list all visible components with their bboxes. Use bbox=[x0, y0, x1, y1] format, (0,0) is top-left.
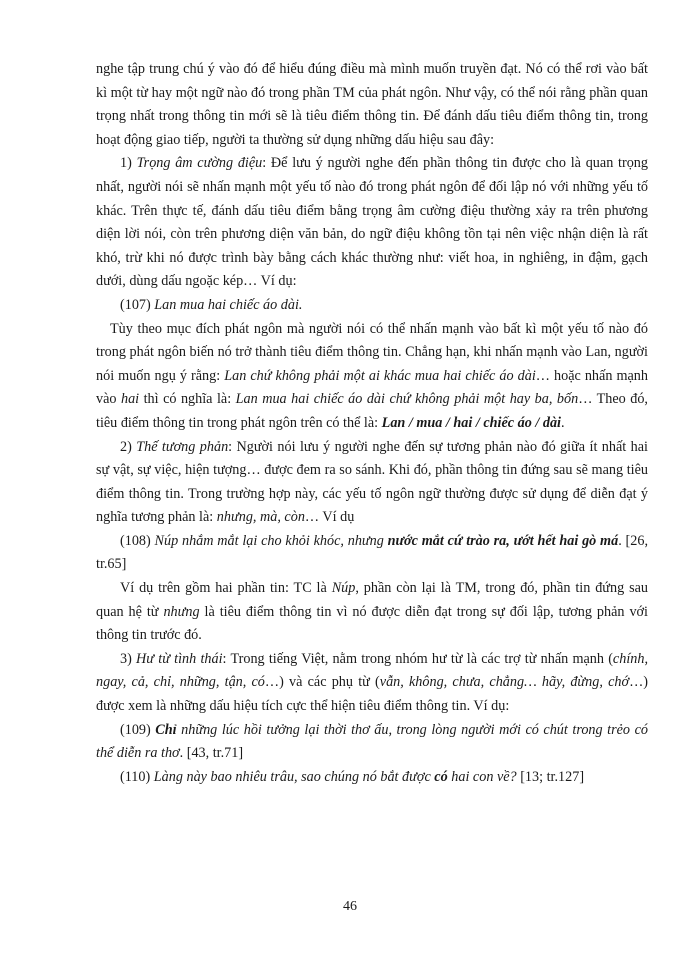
text-run: nhưng bbox=[163, 603, 200, 620]
text-run: . [26, tr.65] bbox=[96, 532, 648, 573]
paragraph-b8 bbox=[96, 648, 648, 719]
text-run: Núp bbox=[331, 580, 356, 597]
text-run: Trọng âm cường điệu bbox=[136, 155, 263, 172]
text-run: là tiêu điểm thông tin vì nó được diễn đạt trong sự đối lập, tương phản với thông tin trước đó. bbox=[96, 603, 648, 644]
text-run: [13; tr.127] bbox=[516, 768, 585, 785]
text-run: : Người nói lưu ý người nghe đến sự tương phản nào đó giữa ít nhất hai sự vật, sự việc, hiện tượng… được đem ra so sánh. Khi đó, phần thông tin đứng sau sẽ mang tiêu điểm thông tin. Trong trường hợp này, các yếu tố ngôn ngữ thường được sử dụng để diễn đạt ý nghĩa tương phản là: bbox=[96, 438, 648, 526]
text-run: chính, ngay, cả, chỉ, những, tận, có bbox=[96, 650, 648, 691]
text-run: Làng này bao nhiêu trâu, sao chúng nó bắt được bbox=[153, 768, 435, 785]
text-run: Lan / mua / hai / chiếc áo / dài bbox=[381, 414, 561, 431]
text-run: Lan mua hai chiếc áo dài chứ không phải một hay ba, bốn bbox=[235, 391, 579, 408]
text-run: : Trong tiếng Việt, nằm trong nhóm hư từ là các trợ từ nhấn mạnh ( bbox=[222, 650, 613, 667]
text-run: (107) bbox=[120, 296, 155, 313]
text-run: những lúc hồi tưởng lại thời thơ ấu, trong lòng người mới có chút trong trẻo có thể diễn ra thơ bbox=[96, 721, 648, 762]
paragraph-b10 bbox=[96, 766, 648, 790]
paragraph-b3 bbox=[96, 294, 648, 318]
text-run: Thế tương phản bbox=[136, 438, 229, 455]
text-run: , phần còn lại là TM, trong đó, phần tin đứng sau quan hệ từ bbox=[96, 580, 648, 620]
text-run: có bbox=[434, 768, 448, 785]
text-run: (110) bbox=[120, 768, 154, 785]
paragraph-b9 bbox=[96, 719, 648, 766]
text-run: . [43, tr.71] bbox=[179, 745, 244, 762]
paragraph-b1 bbox=[96, 58, 648, 152]
text-run: …) được xem là những dấu hiệu tích cực thể hiện tiêu điểm thông tin. Ví dụ: bbox=[96, 674, 648, 715]
text-run: 3) bbox=[120, 650, 137, 667]
page-number: 46 bbox=[343, 899, 357, 914]
text-run: vẫn, không, chưa, chẳng… hãy, đừng, chớ bbox=[379, 674, 630, 691]
text-run: 2) bbox=[120, 438, 137, 455]
text-run: 1) bbox=[120, 155, 137, 172]
text-run: Lan chứ không phải một ai khác mua hai chiếc áo dài bbox=[224, 367, 536, 384]
text-run: hai bbox=[120, 391, 140, 408]
paragraph-b5 bbox=[96, 436, 648, 530]
text-run: Hư từ tình thái bbox=[136, 650, 223, 667]
text-run: nghe tập trung chú ý vào đó để hiểu đúng điều mà mình muốn truyền đạt. Nó có thể rơi vào bất kì một từ hay một ngữ nào đó trong phần TM của phát ngôn. Như vậy, có thể nói rằng phần quan trọng nhất trong thông tin mới sẽ là tiêu điểm thông tin. Để đánh dấu tiêu điểm thông tin, trong hoạt động giao tiếp, người ta thường sử dụng những dấu hiệu sau đây: bbox=[96, 61, 648, 148]
text-run: : Để lưu ý người nghe đến phần thông tin được cho là quan trọng nhất, người nói sẽ nhấn mạnh một yếu tố nào đó trong phát ngôn để đối lập nó với những yếu tố khác. Trên thực tế, đánh dấu tiêu điểm bằng trọng âm cường điệu thường xảy ra trên phương diện lời nói, còn trên phương diện văn bản, do ngữ điệu không tồn tại nên việc nhận diện là rất khó, trừ khi nó được trình bày bằng cách khác thường như: viết hoa, in nghiêng, in đậm, gạch dưới, dùng dấu ngoặc kép… Ví dụ: bbox=[96, 155, 648, 290]
text-run: … hoặc nhấn mạnh vào bbox=[96, 367, 648, 408]
paragraph-b7 bbox=[96, 577, 648, 648]
text-run: Núp nhắm mắt lại cho khỏi khóc, nhưng bbox=[154, 532, 388, 549]
text-run: (108) bbox=[120, 532, 155, 549]
paragraph-b6 bbox=[96, 530, 648, 577]
text-run: … Ví dụ bbox=[304, 509, 355, 526]
text-run: Tùy theo mục đích phát ngôn mà người nói có thể nhấn mạnh vào bất kì một yếu tố nào đó trong phát ngôn biến nó trở thành tiêu điểm thông tin. Chẳng hạn, khi nhấn mạnh vào Lan, người nói muốn ngụ ý rằng: bbox=[96, 320, 648, 384]
text-run: Lan mua hai chiếc áo dài. bbox=[154, 296, 303, 313]
paragraph-b2 bbox=[96, 152, 648, 294]
paragraph-b4 bbox=[96, 318, 648, 436]
text-run: thì có nghĩa là: bbox=[139, 391, 236, 408]
text-run: (109) bbox=[120, 721, 156, 738]
text-run: hai con về? bbox=[447, 768, 517, 785]
text-run: … Theo đó, tiêu điểm thông tin trong phát ngôn trên có thể là: bbox=[96, 391, 648, 431]
body-text bbox=[96, 58, 648, 789]
text-run: nhưng, mà, còn bbox=[216, 509, 305, 526]
text-run: …) và các phụ từ ( bbox=[264, 674, 380, 691]
text-run: nước mắt cứ trào ra, ướt hết hai gò má bbox=[387, 532, 619, 549]
text-run: Ví dụ trên gồm hai phần tin: TC là bbox=[120, 580, 332, 597]
text-run: Chỉ bbox=[155, 721, 177, 738]
text-run: . bbox=[561, 414, 565, 431]
